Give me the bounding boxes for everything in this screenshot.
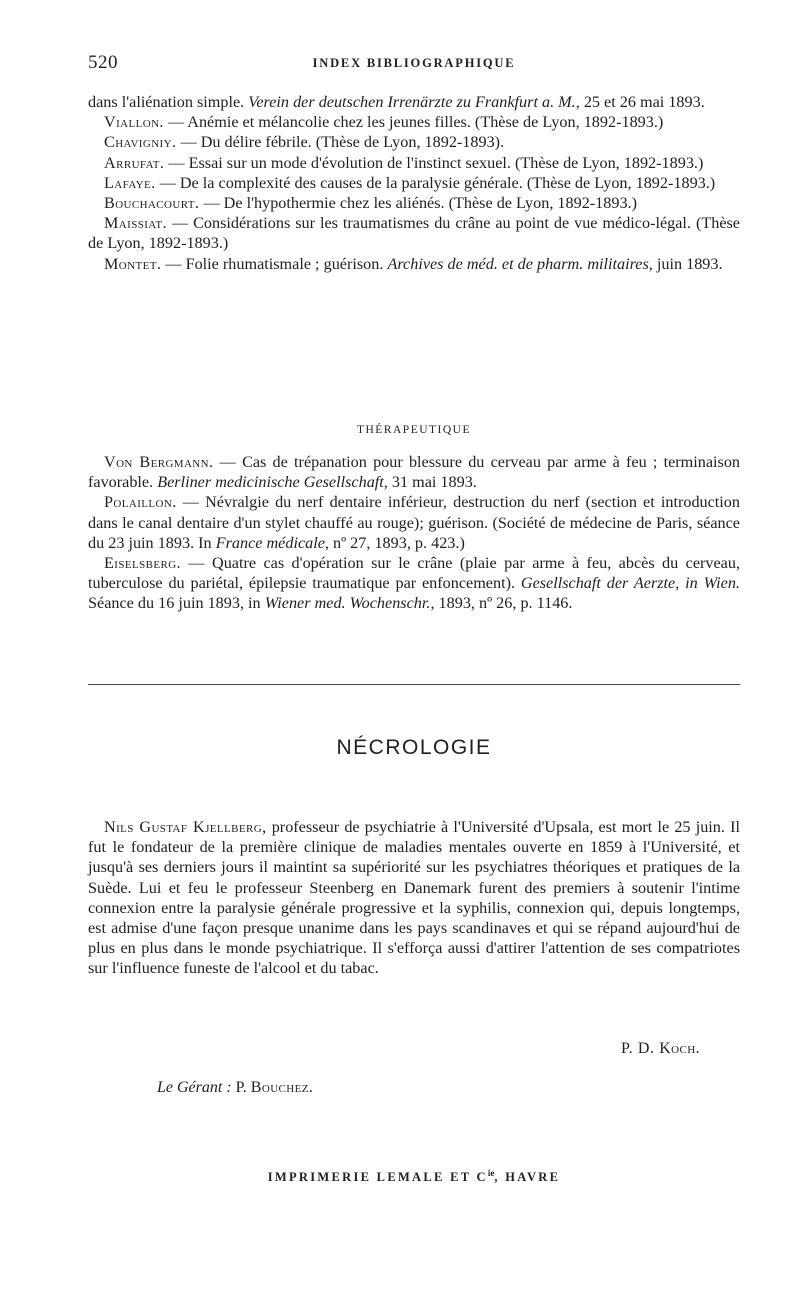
entry-tail: , 1893, nº 26, p. 1146.	[430, 594, 573, 613]
bibliography-list	[88, 92, 740, 274]
entry-source: Berliner medicinische Gesellschaft	[157, 473, 384, 492]
bibliography-entry	[88, 112, 740, 132]
entry-author: Eiselsberg.	[104, 554, 182, 573]
obituary-body: professeur de psychiatrie à l'Université d'Upsala, est mort le 25 juin. Il fut le fondateur de la première clinique de maladies mentales ouverte en 1859 à l'Université, et jusqu'à ses derniers jours il maintint sa supériorité sur les psychiatres théoriques et pratiques de la Suède. Lui et feu le professeur Steenberg en Danemark furent des premiers à soutenir l'intime connexion entre la paralysie générale progressive et la syphilis, connexion qui, depuis longtemps, est admise d'une façon presque unanime dans les pays scandinaves et qui se répand aujourd'hui de plus en plus dans le monde psychiatrique. Il s'efforça aussi d'attirer l'attention de ses compatriotes sur l'influence funeste de l'alcool et du tabac.	[88, 818, 741, 978]
entry-author: Polaillon.	[104, 493, 177, 512]
entry-author: Von Bergmann.	[104, 453, 214, 471]
gerant-line	[157, 1079, 313, 1097]
imprint-tail: , HAVRE	[494, 1170, 561, 1185]
entry-text: — Du délire fébrile. (Thèse de Lyon, 1892-1893).	[176, 133, 505, 152]
section-divider	[88, 684, 740, 685]
imprint-text: IMPRIMERIE LEMALE ET C	[267, 1170, 488, 1185]
bibliography-entry	[88, 492, 740, 553]
imprint-sup: ie	[487, 1168, 495, 1178]
entry-text: — Anémie et mélancolie chez les jeunes filles. (Thèse de Lyon, 1892-1893.)	[163, 113, 664, 132]
entry-tail: , 25 et 26 mai 1893.	[575, 93, 705, 111]
entry-text: — Cas de trépanation pour blessure du cerveau par arme à feu ; terminaison favorable.	[88, 453, 741, 492]
entry-source: Gesellschaft der Aerzte, in Wien.	[520, 574, 740, 593]
entry-source: Verein der deutschen Irrenärzte zu Frankfurt a. M.	[248, 93, 576, 111]
entry-text: — Folie rhumatismale ; guérison.	[161, 254, 388, 273]
entry-text: dans l'aliénation simple.	[88, 93, 249, 111]
entry-author: Montet.	[104, 254, 162, 273]
signature-name: Koch.	[659, 1040, 700, 1057]
entry-author: Viallon.	[104, 113, 164, 132]
entry-author: Bouchacourt.	[104, 194, 200, 213]
entry-text: — Névralgie du nerf dentaire inférieur, destruction du nerf (section et introduction dans le canal dentaire d'un stylet chauffé au rouge); guérison. (Société de médecine de Paris, séance du 23 juin 1893. In	[88, 493, 740, 552]
entry-tail: , nº 27, 1893, p. 423.)	[324, 533, 465, 552]
entry-author: Maissiat.	[104, 214, 167, 233]
therapeutique-list	[88, 452, 740, 614]
bibliography-entry	[88, 213, 740, 253]
entry-text: — Essai sur un mode d'évolution de l'instinct sexuel. (Thèse de Lyon, 1892-1893.)	[164, 153, 704, 172]
bibliography-entry	[88, 132, 740, 152]
necrologie-title: NÉCROLOGIE	[336, 736, 492, 759]
obituary-name: Nils Gustaf Kjellberg,	[104, 818, 267, 836]
bibliography-entry	[88, 254, 740, 274]
entry-tail: , 31 mai 1893.	[383, 473, 477, 492]
necrologie-paragraph	[88, 817, 740, 979]
bibliography-entry	[88, 153, 740, 173]
entry-text: — Quatre cas d'opération sur le crâne (plaie par arme à feu, abcès du cerveau, tuberculose du pariétal, épilepsie traumatique par enfoncement).	[88, 554, 740, 593]
entry-source: Archives de méd. et de pharm. militaires	[387, 254, 649, 273]
entry-text: — De l'hypothermie chez les aliénés. (Thèse de Lyon, 1892-1893.)	[199, 194, 637, 213]
entry-text: — De la complexité des causes de la paralysie générale. (Thèse de Lyon, 1892-1893.)	[155, 173, 716, 192]
signature-initials: P. D.	[620, 1040, 660, 1057]
gerant-label: Le Gérant :	[157, 1079, 232, 1096]
entry-source: Wiener med. Wochenschr.	[264, 594, 431, 613]
obituary-signature	[621, 1040, 700, 1058]
gerant-initial: P.	[231, 1079, 251, 1096]
bibliography-entry	[88, 92, 740, 112]
entry-text: — Considérations sur les traumatismes du crâne au point de vue médico-légal. (Thèse de Lyon, 1892-1893.)	[88, 214, 740, 253]
entry-author: Chavigniy.	[104, 133, 177, 152]
section-heading-therapeutique: THÉRAPEUTIQUE	[356, 424, 472, 436]
page-number: 520	[88, 52, 118, 73]
bibliography-entry	[88, 452, 740, 492]
entry-source: France médicale	[215, 533, 325, 552]
gerant-name: Bouchez.	[250, 1079, 314, 1096]
entry-tail: , juin 1893.	[648, 254, 723, 273]
bibliography-entry	[88, 193, 740, 213]
obituary-text	[88, 817, 740, 979]
entry-author: Lafaye.	[104, 173, 156, 192]
bibliography-entry	[88, 553, 740, 614]
entry-author: Arrufat.	[104, 153, 165, 172]
entry-text: Séance du 16 juin 1893, in	[88, 594, 265, 613]
printer-imprint	[88, 1168, 740, 1185]
page-header	[88, 52, 740, 76]
bibliography-entry	[88, 173, 740, 193]
running-head: INDEX BIBLIOGRAPHIQUE	[312, 56, 516, 70]
